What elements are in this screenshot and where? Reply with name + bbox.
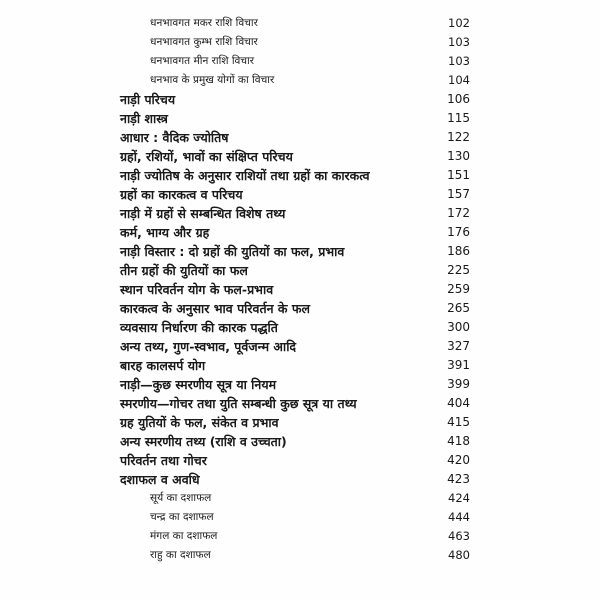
toc-entry-title: कर्म, भाग्य और ग्रह	[120, 225, 210, 240]
toc-entry-title: ग्रहों, रशियों, भावों का संक्षिप्त परिचय	[120, 149, 293, 164]
toc-entry	[0, 242, 600, 261]
toc-entry-title: धनभावगत कुम्भ राशि विचार	[150, 36, 258, 48]
toc-entry-title: स्मरणीय—गोचर तथा युति सम्बन्धी कुछ सूत्र या तथ्य	[120, 396, 357, 411]
toc-entry-title: नाड़ी—कुछ स्मरणीय सूत्र या नियम	[120, 377, 277, 392]
toc-entry	[0, 280, 600, 299]
toc-entry	[0, 546, 600, 565]
toc-entry-title: दशाफल व अवधि	[120, 472, 200, 487]
toc-entry-title: धनभावगत मकर राशि विचार	[150, 17, 258, 29]
toc-entry-title: सूर्य का दशाफल	[150, 492, 212, 504]
toc-entry-page: 327	[447, 339, 470, 353]
toc-entry	[0, 261, 600, 280]
toc-entry	[0, 185, 600, 204]
toc-entry-title: अन्य स्मरणीय तथ्य (राशि व उच्चता)	[120, 434, 287, 449]
toc-entry-page: 463	[448, 529, 470, 543]
toc-entry-page: 106	[447, 92, 470, 106]
toc-entry-title: नाड़ी में ग्रहों से सम्बन्धित विशेष तथ्य	[120, 206, 286, 221]
toc-entry	[0, 166, 600, 185]
toc-entry	[0, 71, 600, 90]
toc-entry-page: 259	[447, 282, 470, 296]
toc-entry	[0, 527, 600, 546]
toc-entry-title: चन्द्र का दशाफल	[150, 511, 214, 523]
toc-entry-title: धनभाव के प्रमुख योगों का विचार	[150, 74, 275, 86]
toc-entry	[0, 52, 600, 71]
toc-entry-title: ग्रहों का कारकत्व व परिचय	[120, 187, 243, 202]
toc-entry-page: 225	[447, 263, 470, 277]
toc-entry-page: 300	[447, 320, 470, 334]
toc-entry-page: 157	[447, 187, 470, 201]
toc-entry-title: धनभावगत मीन राशि विचार	[150, 55, 255, 67]
toc-entry	[0, 223, 600, 242]
toc-entry	[0, 299, 600, 318]
toc-entry-page: 103	[448, 35, 470, 49]
toc-entry-title: राहु का दशाफल	[150, 549, 211, 561]
toc-entry	[0, 508, 600, 527]
toc-entry	[0, 128, 600, 147]
toc-entry-title: नाड़ी शास्त्र	[120, 111, 168, 126]
toc-entry	[0, 432, 600, 451]
toc-entry-title: नाड़ी ज्योतिष के अनुसार राशियों तथा ग्रहों का कारकत्व	[120, 168, 370, 183]
toc-entry-page: 176	[447, 225, 470, 239]
toc-entry	[0, 147, 600, 166]
toc-entry-page: 418	[447, 434, 470, 448]
toc-entry-page: 186	[447, 244, 470, 258]
toc-entry	[0, 451, 600, 470]
toc-entry-title: मंगल का दशाफल	[150, 530, 218, 542]
toc-entry	[0, 413, 600, 432]
toc-entry-page: 480	[448, 548, 470, 562]
toc-entry-page: 122	[447, 130, 470, 144]
toc-entry-page: 102	[448, 16, 470, 30]
toc-entry-page: 444	[448, 510, 470, 524]
toc-entry-title: परिवर्तन तथा गोचर	[120, 453, 207, 468]
toc-entry	[0, 318, 600, 337]
toc-entry	[0, 337, 600, 356]
toc-entry	[0, 204, 600, 223]
toc-entry	[0, 356, 600, 375]
toc-entry-page: 415	[447, 415, 470, 429]
toc-entry-page: 420	[447, 453, 470, 467]
toc-entry	[0, 375, 600, 394]
toc-entry-page: 404	[447, 396, 470, 410]
toc-entry-page: 423	[447, 472, 470, 486]
toc-entry-title: आधार : वैदिक ज्योतिष	[120, 130, 229, 145]
toc-entry-page: 103	[448, 54, 470, 68]
toc-entry-page: 172	[447, 206, 470, 220]
toc-entry-page: 391	[447, 358, 470, 372]
toc-entry-page: 115	[447, 111, 470, 125]
toc-entry-title: तीन ग्रहों की युतियों का फल	[120, 263, 248, 278]
toc-entry	[0, 470, 600, 489]
toc-entry-title: स्थान परिवर्तन योग के फल-प्रभाव	[120, 282, 274, 297]
toc-entry-title: नाड़ी परिचय	[120, 92, 176, 107]
toc-entry-page: 265	[447, 301, 470, 315]
table-of-contents	[0, 14, 600, 565]
toc-entry-page: 151	[447, 168, 470, 182]
toc-entry-title: ग्रह युतियों के फल, संकेत व प्रभाव	[120, 415, 279, 430]
toc-entry-page: 399	[447, 377, 470, 391]
toc-entry-title: व्यवसाय निर्धारण की कारक पद्धति	[120, 320, 278, 335]
toc-entry	[0, 90, 600, 109]
toc-entry-page: 130	[447, 149, 470, 163]
toc-entry	[0, 33, 600, 52]
toc-entry	[0, 109, 600, 128]
toc-entry	[0, 14, 600, 33]
toc-entry-page: 104	[448, 73, 470, 87]
toc-entry	[0, 394, 600, 413]
toc-entry	[0, 489, 600, 508]
toc-entry-title: कारकत्व के अनुसार भाव परिवर्तन के फल	[120, 301, 310, 316]
toc-entry-title: अन्य तथ्य, गुण-स्वभाव, पूर्वजन्म आदि	[120, 339, 297, 354]
toc-entry-page: 424	[448, 491, 470, 505]
toc-entry-title: बारह कालसर्प योग	[120, 358, 206, 373]
toc-entry-title: नाड़ी विस्तार : दो ग्रहों की युतियों का फल, प्रभाव	[120, 244, 345, 259]
